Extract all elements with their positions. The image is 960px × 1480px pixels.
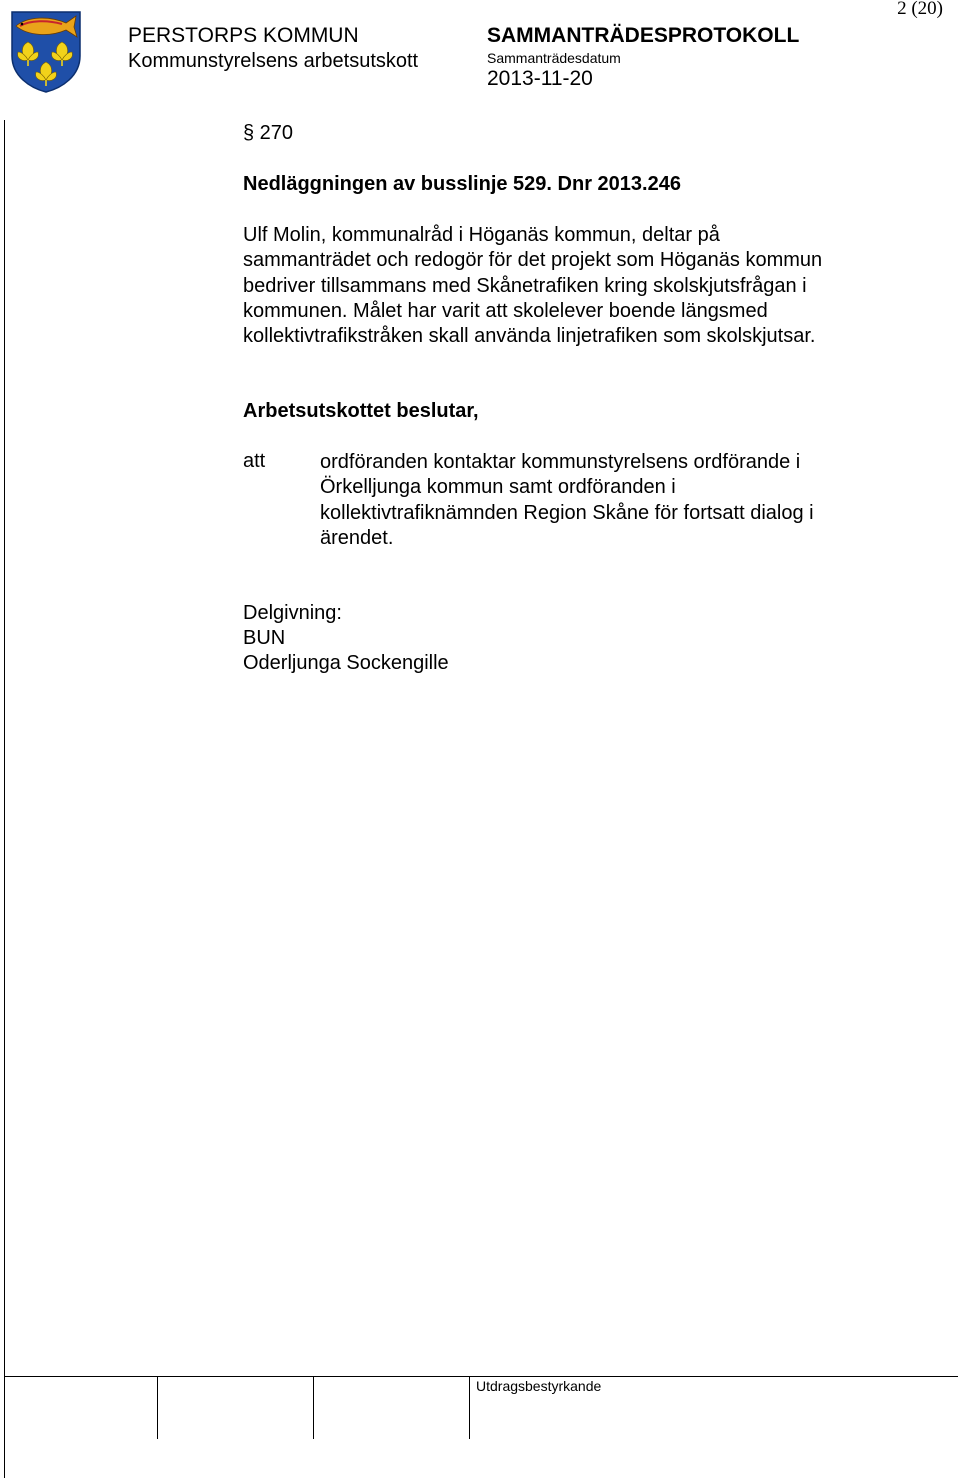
committee-name: Kommunstyrelsens arbetsutskott	[128, 50, 419, 72]
organization-name: PERSTORPS KOMMUN	[128, 24, 359, 47]
decision-heading: Arbetsutskottet beslutar,	[243, 400, 479, 422]
paragraph-line: bedriver tillsammans med Skånetrafiken kring skolskjutsfrågan i	[243, 274, 807, 297]
decision-line: ärendet.	[320, 526, 394, 549]
paragraph-line: kollektivtrafikstråken skall använda linjetrafiken som skolskjutsar.	[243, 325, 816, 348]
distribution-recipient: BUN	[243, 627, 286, 649]
section-paragraph	[243, 223, 903, 349]
decision-line: ordföranden kontaktar kommunstyrelsens ordförande i	[320, 451, 801, 473]
distribution-recipient: Oderljunga Sockengille	[243, 652, 449, 674]
meeting-date-label: Sammanträdesdatum	[487, 50, 621, 66]
distribution-label: Delgivning:	[243, 602, 342, 624]
section-title: Nedläggningen av busslinje 529. Dnr 2013.246	[243, 173, 681, 195]
paragraph-line: kommunen. Målet har varit att skolelever boende längsmed	[243, 299, 768, 322]
decision-prefix: att	[243, 450, 266, 472]
section-number: § 270	[243, 122, 294, 144]
certifier-label: Utdragsbestyrkande	[476, 1378, 602, 1394]
decision-text	[320, 450, 814, 551]
paragraph-line: Ulf Molin, kommunalråd i Höganäs kommun, deltar på	[243, 224, 720, 246]
signature-box-divider	[313, 1377, 314, 1439]
decision-line: Örkelljunga kommun samt ordföranden i	[320, 476, 676, 499]
municipal-coat-of-arms-icon	[10, 10, 82, 94]
document-type: SAMMANTRÄDESPROTOKOLL	[487, 24, 800, 47]
paragraph-line: sammanträdet och redogör för det projekt som Höganäs kommun	[243, 249, 823, 272]
meeting-date: 2013-11-20	[487, 67, 593, 90]
left-margin-rule	[4, 120, 5, 1478]
signature-box-divider	[157, 1377, 158, 1439]
signature-box-divider	[469, 1377, 470, 1439]
footer-rule	[4, 1376, 958, 1377]
page-number: 2 (20)	[897, 0, 943, 19]
decision-line: kollektivtrafiknämnden Region Skåne för fortsatt dialog i	[320, 501, 814, 524]
